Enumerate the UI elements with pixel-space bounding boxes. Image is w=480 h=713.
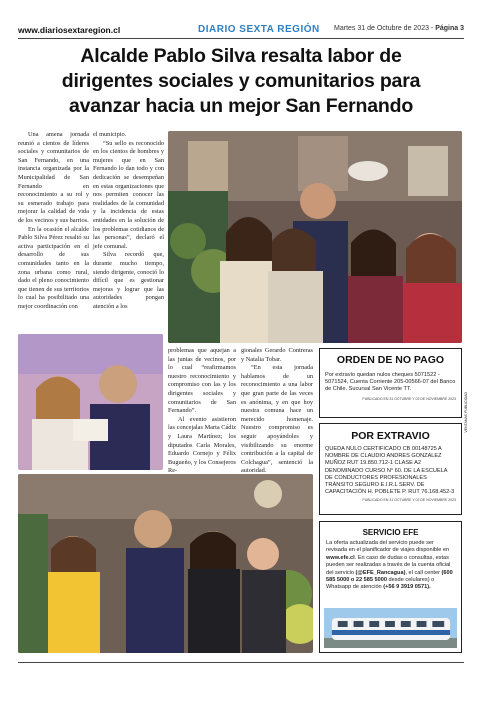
paragraph: “Su sello es reconocido en los cientos de hombres y mujeres que en San Fernando lo dan todo y con dedicación se desempeñan en estas organizaciones que nos permiten conocer las realidades de la comunidad y la incidencia de estas entidades en la solución de los problemas cotidianos de las personas”, declaró el jefe comunal.	[93, 139, 164, 250]
article-column-4	[241, 347, 313, 476]
paragraph: Al evento asistieron las concejalas Marta Cádiz y Laura Martínez; los diputados Carla Morales, Eduardo Cornejo y Félix Bugueño, y los Consejeros Re-	[168, 415, 236, 475]
paragraph: problemas que aquejan a las juntas de vecinos, por lo cual “reafirmamos nuestro reconocimiento y compromiso con las y los dirigentes sociales y comunitarios de San Fernando”.	[168, 347, 236, 415]
classified-title: ORDEN DE NO PAGO	[336, 354, 445, 366]
paragraph: el municipio.	[93, 131, 127, 138]
paragraph: Silva recordó que, durante mucho tiempo, siendo dirigente, conoció lo difícil que es gestionar mejoras y lograr que las autoridades pongan atención a los	[93, 251, 164, 310]
classified-publication-note: PUBLICADO EN 31 OCTUBRE Y 02 DE NOVIEMBRE 2023	[362, 498, 456, 503]
classified-body: Por extravío quedan nulos cheques 5071522 - 5071524, Cuenta Corriente 205-00566-07 del Banco de Chile. Sucursal San Vicente TT.	[325, 372, 456, 393]
efe-twitter-handle[interactable]: (@EFE_Rancagua)	[355, 569, 406, 576]
headline-line-2: dirigentes sociales y comunitarios para	[61, 70, 421, 92]
issue-date: Martes 31 de Octubre de 2023 -	[334, 25, 436, 32]
notice-text: , el call center	[405, 569, 442, 576]
article-column-3	[168, 347, 236, 476]
footer-rule	[18, 662, 464, 663]
paragraph: gionales Gerardo Contreras y Natalia Tobar.	[241, 347, 313, 363]
notice-body	[320, 537, 461, 595]
classified-title: POR EXTRAVIO	[351, 430, 430, 442]
article-column-1	[18, 131, 89, 311]
classified-body: QUEDA NULO CERTIFICADO CB 00148725 A NOMBRE DE CLAUDIO ANDRES GONZALEZ MUÑOZ RUT 19.850.712-1 CLASE A2 DENOMINADO CURSO N° 60. DE LA ESCUELA DE CONDUCTORES PROFESIONALES TRÁNSITO SEGURO E.I.R.L SERV. DE CAPACITACIÓN H. POBLETE P. RUT 76.168.452-3	[325, 446, 455, 496]
side-credit: VENTANAS PUBLICIDAD	[464, 392, 468, 433]
classified-orden-no-pago	[319, 348, 462, 418]
page-number: Página 3	[435, 25, 464, 32]
masthead	[18, 24, 464, 38]
article-column-2	[93, 131, 164, 311]
classified-por-extravio	[319, 423, 462, 515]
article-headline	[18, 44, 464, 119]
notice-text: La oferta actualizada del servicio puede ser revisada en el planificador de viajes disponible en	[326, 540, 450, 554]
efe-phone-numbers: (600 585 5000 o 22 585 5000	[326, 569, 453, 584]
train-illustration	[324, 608, 457, 648]
classified-publication-note: PUBLICADO EN 31 OCTUBRE Y 02 DE NOVIEMBRE 2023	[362, 396, 456, 401]
notice-text: desde celulares) o Whatsapp de atención	[326, 577, 435, 591]
header-rule	[18, 38, 464, 39]
photo-award	[18, 334, 163, 470]
efe-whatsapp: (+56 9 3919 0571).	[383, 584, 431, 591]
paragraph: “En esta jornada hablamos de un reconocimiento a una labor que gran parte de las veces es anónima, y en que hoy nuestra comuna hace un merecido homenaje. Nuestro compromiso es seguir apoyándoles y visibilizando su enorme contribución a la capital de Colchagua”, sentenció la autoridad.	[241, 364, 313, 475]
date-line	[334, 25, 464, 32]
headline-line-3: avanzar hacia un mejor San Fernando	[68, 95, 414, 117]
notice-servicio-efe	[319, 521, 462, 653]
site-url[interactable]: www.diariosextaregion.cl	[18, 25, 121, 35]
paragraph: Una amena jornada reunió a cientos de líderes sociales y comunitarios de San Fernando, en una instancia organizada por la Municipalidad de San Fernando en reconocimiento a su rol y su esmerado trabajo para mejorar la calidad de vida de los vecinos y sus barrios.	[18, 131, 89, 224]
photo-group-event	[168, 131, 462, 343]
photo-group-bottom	[18, 474, 313, 653]
paragraph: En la ocasión el alcalde Pablo Silva Pérez resaltó su activa participación en el desarrollo de sus comunidades tanto en la zona urbana como rural, dado el pleno conocimiento que tienen de sus territorios lo cual ha posibilitado una mejor coordinación con	[18, 225, 89, 310]
notice-text: . En caso de dudas o consultas, estas pueden ser realizadas a través de la cuenta oficial del servicio	[326, 554, 451, 576]
efe-website-link[interactable]: www.efe.cl	[326, 554, 355, 561]
publication-name: DIARIO SEXTA REGIÓN	[198, 24, 320, 35]
headline-line-1: Alcalde Pablo Silva resalta labor de	[80, 45, 402, 67]
notice-title: SERVICIO EFE	[362, 528, 419, 537]
